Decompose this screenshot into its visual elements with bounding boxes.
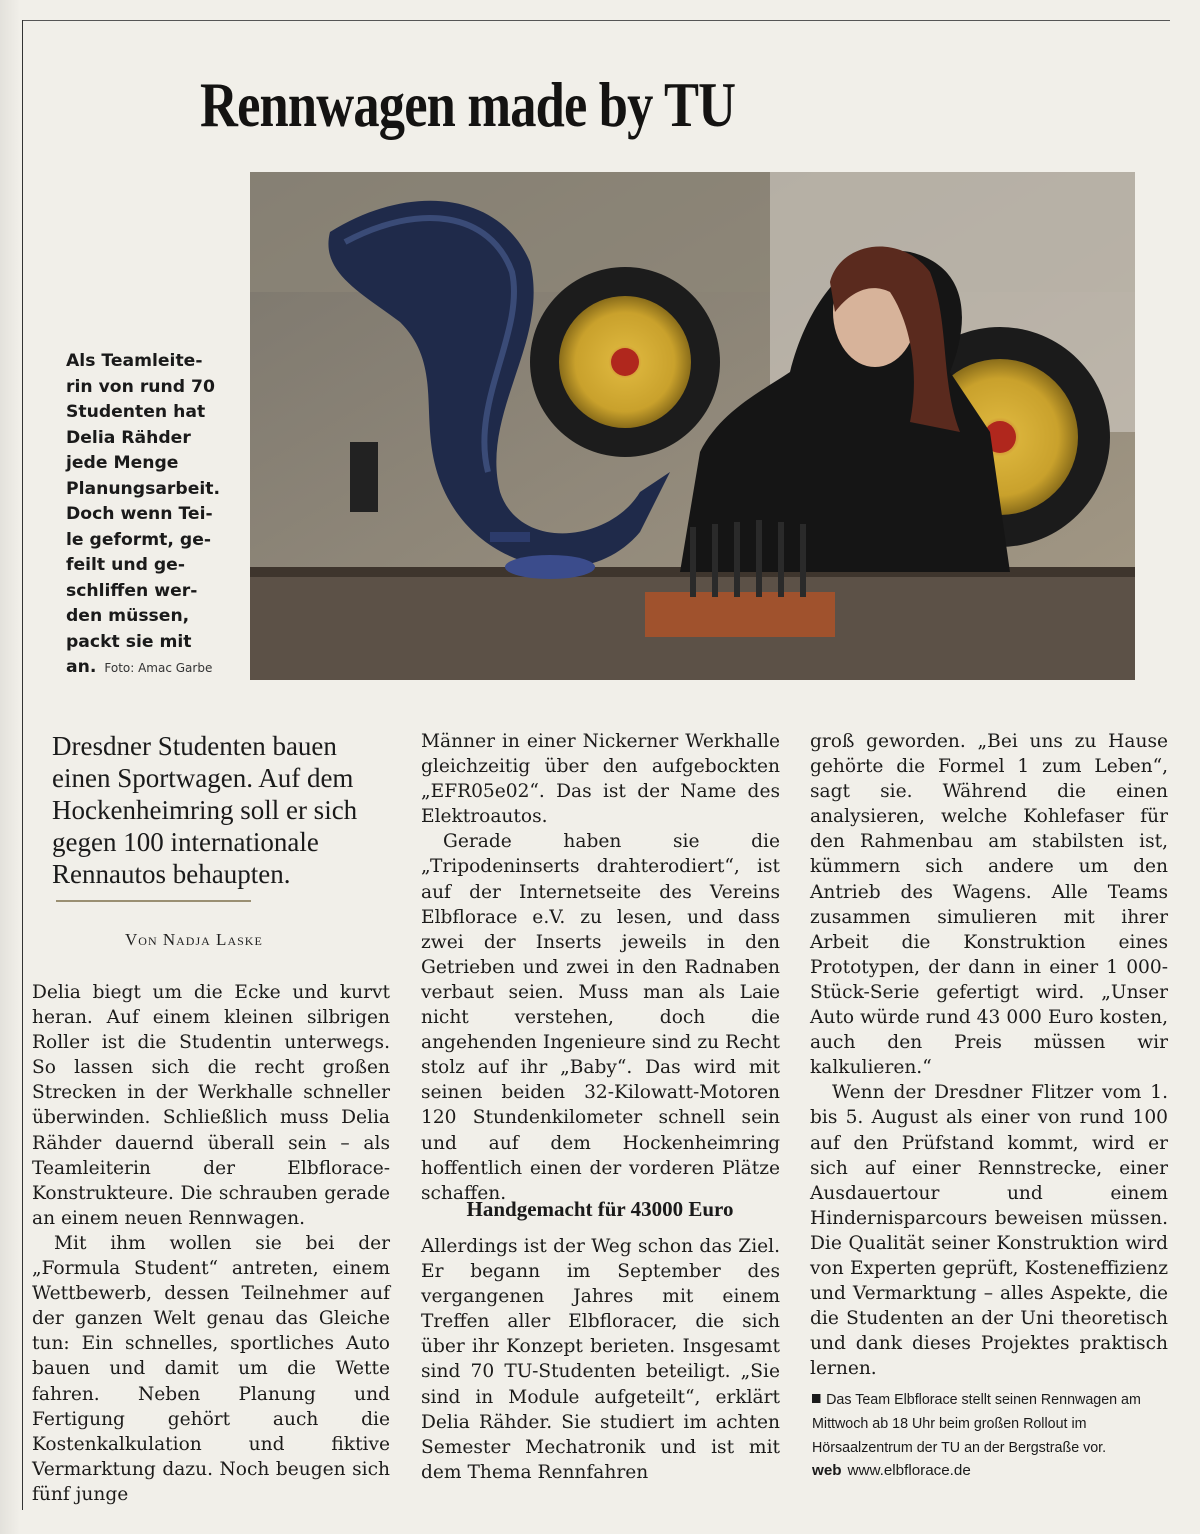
web-label: web bbox=[812, 1462, 842, 1479]
paragraph: Männer in einer Nickerner Werkhalle gleichzeitig über den aufgebockten „EFR05e02“. Das ist der Name des Elektroautos. bbox=[421, 731, 780, 828]
photo-credit: Foto: Amac Garbe bbox=[104, 661, 213, 675]
paragraph: groß geworden. „Bei uns zu Hause gehörte die Formel 1 zum Leben“, sagt sie. Während die einen analysieren, welche Kohlefaser für den Rahmenbau am stabilsten ist, kümmern sich andere um den Antrieb des Wagens. Alle Teams zusammen simulieren mit ihrer Arbeit die Konstruktion eines Prototypen, der dann in einer 1 000-Stück-Serie gefertigt wird. „Unser Auto würde rund 43 000 Euro kosten, auch den Preis müssen wir kalkulieren.“ bbox=[810, 731, 1168, 1079]
column-2-continued bbox=[421, 1234, 780, 1485]
web-url[interactable]: www.elbflorace.de bbox=[847, 1462, 971, 1479]
web-reference bbox=[812, 1462, 971, 1479]
column-divider bbox=[22, 20, 23, 1510]
top-rule bbox=[22, 20, 1170, 21]
page-edge-shadow bbox=[0, 0, 20, 1534]
paragraph: Allerdings ist der Weg schon das Ziel. Er begann im September des vergangenen Jahres mit einem Treffen aller Elbfloracer, die sich über ihr Konzept berieten. Insgesamt sind 70 TU-Studenten beteiligt. „Sie sind in Module aufgeteilt“, erklärt Delia Rähder. Sie studiert im achten Semester Mechatronik und ist mit dem Thema Rennfahren bbox=[421, 1236, 780, 1483]
column-3 bbox=[810, 729, 1168, 1381]
article-photo bbox=[250, 172, 1135, 680]
paragraph: Gerade haben sie die „Tripodeninserts drahterodiert“, ist auf der Internetseite des Vereins Elbflorace e.V. zu lesen, und dass zwei der Inserts jeweils in den Getrieben und zwei in den Radnaben verbaut seien. Muss man als Laie nicht verstehen, doch die angehenden Ingenieure sind zu Recht stolz auf ihr „Baby“. Das wird mit seinen beiden 32-Kilowatt-Motoren 120 Stundenkilometer schnell sein und auf dem Hockenheimring hoffentlich einen der vorderen Plätze schaffen. bbox=[421, 831, 780, 1204]
square-bullet-icon bbox=[812, 1394, 820, 1403]
column-1 bbox=[32, 980, 390, 1507]
column-2 bbox=[421, 729, 780, 1206]
headline: Rennwagen made by TU bbox=[200, 69, 736, 140]
event-note bbox=[812, 1388, 1150, 1460]
deck-text: Dresdner Studenten bauen einen Sportwagen. Auf dem Hockenheimring soll er sich gegen 100 internationale Rennautos behaupten. bbox=[52, 731, 358, 889]
note-text: Das Team Elbflorace stellt seinen Rennwagen am Mittwoch ab 18 Uhr beim großen Rollout im Hörsaalzentrum der TU an der Bergstraße vor. bbox=[812, 1391, 1141, 1456]
photo-caption bbox=[66, 349, 244, 682]
workshop-photo-illustration bbox=[250, 172, 1135, 680]
subheading: Handgemacht für 43000 Euro bbox=[466, 1197, 734, 1221]
caption-text: Als Teamleite- rin von rund 70 Studenten hat Delia Rähder jede Menge Planungsarbeit. Doch wenn Tei- le geformt, ge- feilt und ge- schliffen wer- den müssen, packt sie mit an. bbox=[66, 351, 220, 677]
byline: Von Nadja Laske bbox=[125, 930, 263, 949]
deck-rule bbox=[56, 900, 251, 902]
paragraph: Mit ihm wollen sie bei der „Formula Student“ antreten, einem Wettbewerb, dessen Teilnehmer auf der ganzen Welt genau das Gleiche tun: Ein schnelles, sportliches Auto bauen und damit um die Wette fahren. Neben Planung und Fertigung gehört auch die Kostenkalkulation und fiktive Vermarktung dazu. Noch beugen sich fünf junge bbox=[32, 1232, 390, 1505]
paragraph: Wenn der Dresdner Flitzer vom 1. bis 5. August als einer von rund 100 auf den Prüfstand kommt, wird er sich auf einer Rennstrecke, einer Ausdauertour und einem Hindernisparcours beweisen müssen. Die Qualität seiner Konstruktion wird von Experten geprüft, Kosteneffizienz und Vermarktung – alles Aspekte, die die Studenten an der Uni theoretisch und dank dieses Projektes praktisch lernen. bbox=[810, 1082, 1168, 1380]
paragraph: Delia biegt um die Ecke und kurvt heran. Auf einem kleinen silbrigen Roller ist die Studentin unterwegs. So lassen sich die recht großen Strecken in der Werkhalle schneller überwinden. Schließlich muss Delia Rähder dauernd überall sein – als Teamleiterin der Elbflorace-Konstrukteure. Die schrauben gerade an einem neuen Rennwagen. bbox=[32, 982, 390, 1229]
